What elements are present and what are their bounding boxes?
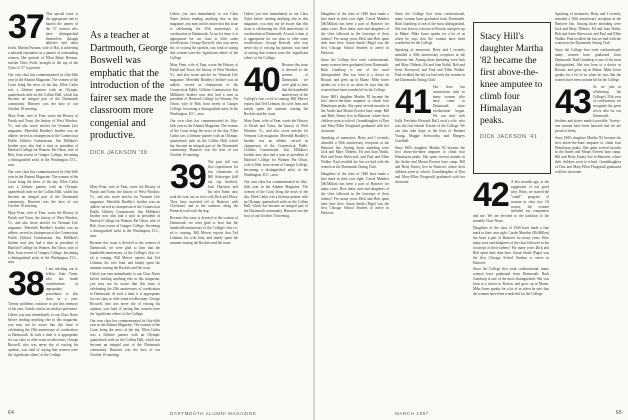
column-text: Since the College first went coeducational, many women have graduated from Dartmouth. Ruth Gunthrop is one of the most distinguished. She was born to a doctor in Boston, and grew up in Maine. Mike Jones speaks for a lot of us when he says that the women have been wonderful for the College. (321, 58, 389, 92)
column-text: Mary Fenn, wife of Fran, wrote the History of Parish and Town, the history of West Windsor, Vt., and also wrote articles for Vermont Life magazine. Meredith Bradley's brother was an athlete, served as chairperson of the Connecticut Public Utilities Commission. Jim Milliken's brother now also had a stint as president of Hartford College for Women. Pat Olson, wife of Bob, born recent of Ganges College, becoming a distinguished artist in the Washington, D.C., area. (8, 114, 78, 168)
left-pull-quote (90, 30, 168, 159)
left-column-3 (170, 12, 238, 407)
right-column-1 (321, 12, 389, 407)
column-text: Daughters of the class of 1940 have made a fine mark in their own right. Carole Muether (McMillan) has been a part of Hanover for many years. How many sons and daughters of the class followed in the footsteps of their fathers? For many years Dick and Bob spent their time here. Susan Smith (Page) was the first Chicago School Student to arrive in Hanover. (473, 226, 549, 265)
right-pull-quote (480, 31, 544, 143)
class-note-39: The past fall was first experiences for two classmates of Bill Schweiger (fall out top brother). Jack Harrison and his wife Anne, who took the tour out on foot with Dick and Hisey. They have marched off at Hanover with Cleveland, and to the outdoors along the Pinnacle road with the dog. (170, 160, 238, 214)
pull-quote-attribution: DICK JACKSON '41 (480, 134, 538, 140)
running-foot-left: DARTMOUTH ALUMNI MAGAZINE (170, 411, 257, 416)
column-text: Unless you turn immediately to our Class Notes before reading anything else in this magazine, you may not be aware that this issue is celebrating the 25th anniversary of coeducation at Dartmouth. At such a time, it is appropriate for our class to offer some recollections. George Boswell, who was never shy of voicing his opinion, was fond of saying that women were the 'significant others' of the College. (244, 12, 308, 61)
class-numeral-37: 37 (8, 12, 44, 46)
class-numeral-41: 41 (395, 82, 431, 121)
column-text: Mary Fenn, wife of Fran, wrote the History of Parish and Town, the history of West Windsor, Vt., and also wrote articles for Vermont Life magazine. Meredith Bradley's brother was an athlete, served as chairperson of the Connecticut Public Utilities Commission. Jim Milliken's brother now also had a stint as president of Hartford College for Women. Pat Olson, wife of Bob, born recent of Ganges College, becoming a distinguished artist in the Washington, D.C., area. (8, 211, 78, 265)
class-note-37: This special issue is the appropriate one to launch the names of the '37 women who have distinguished themselves through athletics and other fields. Marion Putnam, wife of Hal, is achieving a national reputation as a painter of outstanding women. Her portrait of Ellen Marie Hosmer, teacher Chris Swift, brought in the top of the Class of '37 to present. (8, 12, 78, 70)
left-column-2 (90, 185, 160, 405)
column-text: Our own class has commemorated its fifty-fifth year in the Alumni Magazine. The women of the Coast bring the news of the day. Ellen Catlin was a lifetime partner with an Olympic quarterback mile on the Collins Hall, which has become an integral part of the Dartmouth community. Hanover was the host of our October 10 meeting. (170, 119, 238, 158)
class-note-38: I am reaching out to fellow John Tuten, who has made contributions of unpopulary procedures to this class in a year. Twenty problems continue to put this memory of his own, Gentle, and as an outdoor performer. (8, 267, 78, 311)
right-column-3 (473, 180, 549, 395)
column-text: Our own class has commemorated its fifty-fifth year in the Alumni Magazine. The women of the Coast bring the news of the day. Ellen Catlin was a lifetime partner with an Olympic quarterback mile on the Collins Hall, which has become an integral part of the Dartmouth community. Hanover was the host of our October 10 meeting. (8, 170, 78, 209)
column-text: Our own class has commemorated its fifty-fifth year in the Alumni Magazine. The women of the Coast bring the news of the day. Ellen Catlin was a lifetime partner with an Olympic quarterback mile on the Collins Hall, which has become an integral part of the Dartmouth community. Hanover was the host of our October 10 meeting. (244, 179, 308, 219)
right-page (315, 0, 628, 420)
column-text: Our own class has commemorated its fifty-fifth year in the Alumni Magazine. The women of the Coast bring the news of the day. Ellen Catlin was a lifetime partner with an Olympic quarterback mile on the Collins Hall, which has become an integral part of the Dartmouth community. Hanover was the host of our October 10 meeting. (8, 72, 78, 112)
pull-quote-text: As a teacher at Dartmouth, George Boswell was emphatic that the introduction of the fairer sex made the classroom more congenial and productive. (90, 30, 168, 141)
class-numeral-43: 43 (555, 82, 591, 121)
column-text: Stacy Hill's daughter Martha '82 became the first above-the-knee amputee to climb four Himalayan peaks. She spent several months in the Andes and Mount Everest base camp. Bill and Betty Emery live in Hanover, where their children went to school. Granddaughter of Don and Mary-Ellen Fitzgerald graduated with her doctorate. (555, 135, 621, 175)
class-note-41: Our class has connections with so many women who have come to Dartmouth since coeducation began. We can start with Sally Frechette Howard, Hal Lewis's wife, who was the first female Trustee of the College. We can also take hope in the lives of Barbara Young, Maggie Kenworthy, and Margery Goodhall. (395, 84, 465, 143)
right-pull-quote-box (473, 22, 551, 174)
column-text: Daughters of the class of 1940 have made a fine mark in their own right. Carole Muether (McMillan) has been a part of Hanover for many years. How many sons and daughters of the class followed in the footsteps of their fathers? For many years Dick and Bob spent their time here. Susan Smith (Page) was the first Chicago School Student to arrive in Hanover. (321, 172, 389, 216)
pull-quote-text: Stacy Hill's daughter Martha '82 became the first above-the-knee amputee to climb four Himalayan peaks. (480, 32, 544, 126)
class-numeral-40: 40 (244, 61, 280, 100)
column-text: Speaking of memories, Betty and I recently attended a 50th anniversary reception at the Hanover Inn. Among those attending were Jack and Mary Tibbetts, Ed and Joan Walsh, Bob and Irene Sherwood, and Paul and Ellen Walker. Paul recalled the fun we had with the women in the Dartmouth Outing Club. (555, 12, 621, 46)
column-text: Since the College first went coeducational, many women have graduated from Dartmouth. Ruth Gunthrop is one of the most distinguished. She was born to a doctor in Boston, and grew up in Maine. Mike Jones speaks for a lot of us when he says that the women have been wonderful for the College. (395, 12, 465, 46)
column-text: Mary Fenn, wife of Fran, wrote the History of Parish and Town, the history of West Windsor, Vt., and also wrote articles for Vermont Life magazine. Meredith Bradley's brother was an athlete, served as chairperson of the Connecticut Public Utilities Commission. Jim Milliken's brother now also had a stint as president of Hartford College for Women. Pat Olson, wife of Bob, born recent of Ganges College, becoming a distinguished artist in the Washington, D.C., area. (244, 119, 308, 177)
class-numeral-38: 38 (8, 265, 44, 304)
column-text: Because this issue is devoted to the women of Dartmouth, we were glad to hear that the hundredth anniversary of the College's first co-ed is coming. Bill Mercer reports that Ted Lehman, his wife Jean, and family spent the summer touring the Rockies and the coast. (244, 63, 308, 117)
column-text: Daughters of the class of 1940 have made a fine mark in their own right. Carole Muether (McMillan) has been a part of Hanover for many years. How many sons and daughters of the class followed in the footsteps of their fathers? For many years Dick and Bob spent their time here. Susan Smith (Page) was the first Chicago School Student to arrive in Hanover. (321, 12, 389, 56)
class-note-42: A few months ago, at the suggestion of our good wife, Betty, we started the "small" program of women in class ties. Of course, the women included my companion and me. We are devoted to the tradition of the monthly Class Notes. (473, 180, 549, 224)
page-number-right: 65 (615, 410, 622, 416)
column-text: Speaking of memories, Betty and I recently attended a 50th anniversary reception at the Hanover Inn. Among those attending were Jack and Mary Tibbetts, Ed and Joan Walsh, Bob and Irene Sherwood, and Paul and Ellen Walker. Paul recalled the fun we had with the women in the Dartmouth Outing Club. (321, 135, 389, 170)
page-number-left: 64 (8, 410, 15, 416)
running-foot-right: MARCH 1997 (395, 411, 429, 416)
column-text: Unless you turn immediately to our Class Notes before reading anything else in this magazine, you may not be aware that this issue is celebrating the 25th anniversary of coeducation at Dartmouth. At such a time, it is appropriate for our class to offer some recollections. George Boswell, who was never shy of voicing his opinion, was fond of saying that women were the 'significant others' of the College. (170, 12, 238, 61)
column-text: Since the College first went coeducational, many women have graduated from Dartmouth. Ruth Gunthrop is one of the most distinguished. She was born to a doctor in Boston, and grew up in Maine. Mike Jones speaks for a lot of us when he says that the women have been wonderful for the College. (473, 267, 549, 296)
column-text: Mary Fenn, wife of Fran, wrote the History of Parish and Town, the history of West Windsor, Vt., and also wrote articles for Vermont Life magazine. Meredith Bradley's brother was an athlete, served as chairperson of the Connecticut Public Utilities Commission. Jim Milliken's brother now also had a stint as president of Hartford College for Women. Pat Olson, wife of Bob, born recent of Ganges College, becoming a distinguished artist in the Washington, D.C., area. (170, 63, 238, 117)
right-column-2 (395, 12, 465, 407)
class-numeral-39: 39 (170, 158, 206, 197)
pull-quote-attribution: DICK JACKSON '39 (90, 149, 148, 156)
right-column-4 (555, 12, 621, 407)
class-note-43: As we join in celebrating the College's 25th year of coeducation, we recognize the great wives who for our Dartmouth brothers and sisters made it possible. Twenty-one women have been honored and we are proud of them. (555, 84, 621, 133)
column-text: Speaking of memories, Betty and I recently attended a 50th anniversary reception at the Hanover Inn. Among those attending were Jack and Mary Tibbetts, Ed and Joan Walsh, Bob and Irene Sherwood, and Paul and Ellen Walker. Paul recalled the fun we had with the women in the Dartmouth Outing Club. (395, 48, 465, 82)
class-numeral-42: 42 (473, 180, 509, 214)
column-text: Unless you turn immediately to our Class Notes before reading anything else in this magazine, you may not be aware that this issue is celebrating the 25th anniversary of coeducation at Dartmouth. At such a time, it is appropriate for our class to offer some recollections. George Boswell, who was never shy of voicing his opinion, was fond of saying that women were the 'significant others' of the College. (8, 313, 78, 357)
column-text: Because this issue is devoted to the women of Dartmouth, we were glad to hear that the hundredth anniversary of the College's first co-ed is coming. Bill Mercer reports that Ted Lehman, his wife Jean, and family spent the summer touring the Rockies and the coast. (90, 240, 160, 270)
column-text: Unless you turn immediately to our Class Notes before reading anything else in this magazine, you may not be aware that this issue is celebrating the 25th anniversary of coeducation at Dartmouth. At such a time, it is appropriate for our class to offer some recollections. George Boswell, who was never shy of voicing his opinion, was fond of saying that women were the 'significant others' of the College. (90, 272, 160, 316)
column-text: Stacy Hill's daughter Martha '82 became the first above-the-knee amputee to climb four Himalayan peaks. She spent several months in the Andes and Mount Everest base camp. Bill and Betty Emery live in Hanover, where their children went to school. Granddaughter of Don and Mary-Ellen Fitzgerald graduated with her doctorate. (395, 145, 465, 184)
column-text: Our own class has commemorated its fifty-fifth year in the Alumni Magazine. The women of the Coast bring the news of the day. Ellen Catlin was a lifetime partner with an Olympic quarterback mile on the Collins Hall, which has become an integral part of the Dartmouth community. Hanover was the host of our October 10 meeting. (90, 318, 160, 357)
column-text: Stacy Hill's daughter Martha '82 became the first above-the-knee amputee to climb four Himalayan peaks. She spent several months in the Andes and Mount Everest base camp. Bill and Betty Emery live in Hanover, where their children went to school. Granddaughter of Don and Mary-Ellen Fitzgerald graduated with her doctorate. (321, 94, 389, 133)
left-column-4 (244, 12, 308, 407)
left-page (0, 0, 313, 420)
left-column-1 (8, 12, 78, 407)
column-text: Since the College first went coeducational, many women have graduated from Dartmouth. Ruth Gunthrop is one of the most distinguished. She was born to a doctor in Boston, and grew up in Maine. Mike Jones speaks for a lot of us when he says that the women have been wonderful for the College. (555, 48, 621, 82)
column-text: Mary Fenn, wife of Fran, wrote the History of Parish and Town, the history of West Windsor, Vt., and also wrote articles for Vermont Life magazine. Meredith Bradley's brother was an athlete, served as chairperson of the Connecticut Public Utilities Commission. Jim Milliken's brother now also had a stint as president of Hartford College for Women. Pat Olson, wife of Bob, born recent of Ganges College, becoming a distinguished artist in the Washington, D.C., area. (90, 185, 160, 239)
column-text: Because this issue is devoted to the women of Dartmouth, we were glad to hear that the hundredth anniversary of the College's first co-ed is coming. Bill Mercer reports that Ted Lehman, his wife Jean, and family spent the summer touring the Rockies and the coast. (170, 216, 238, 245)
